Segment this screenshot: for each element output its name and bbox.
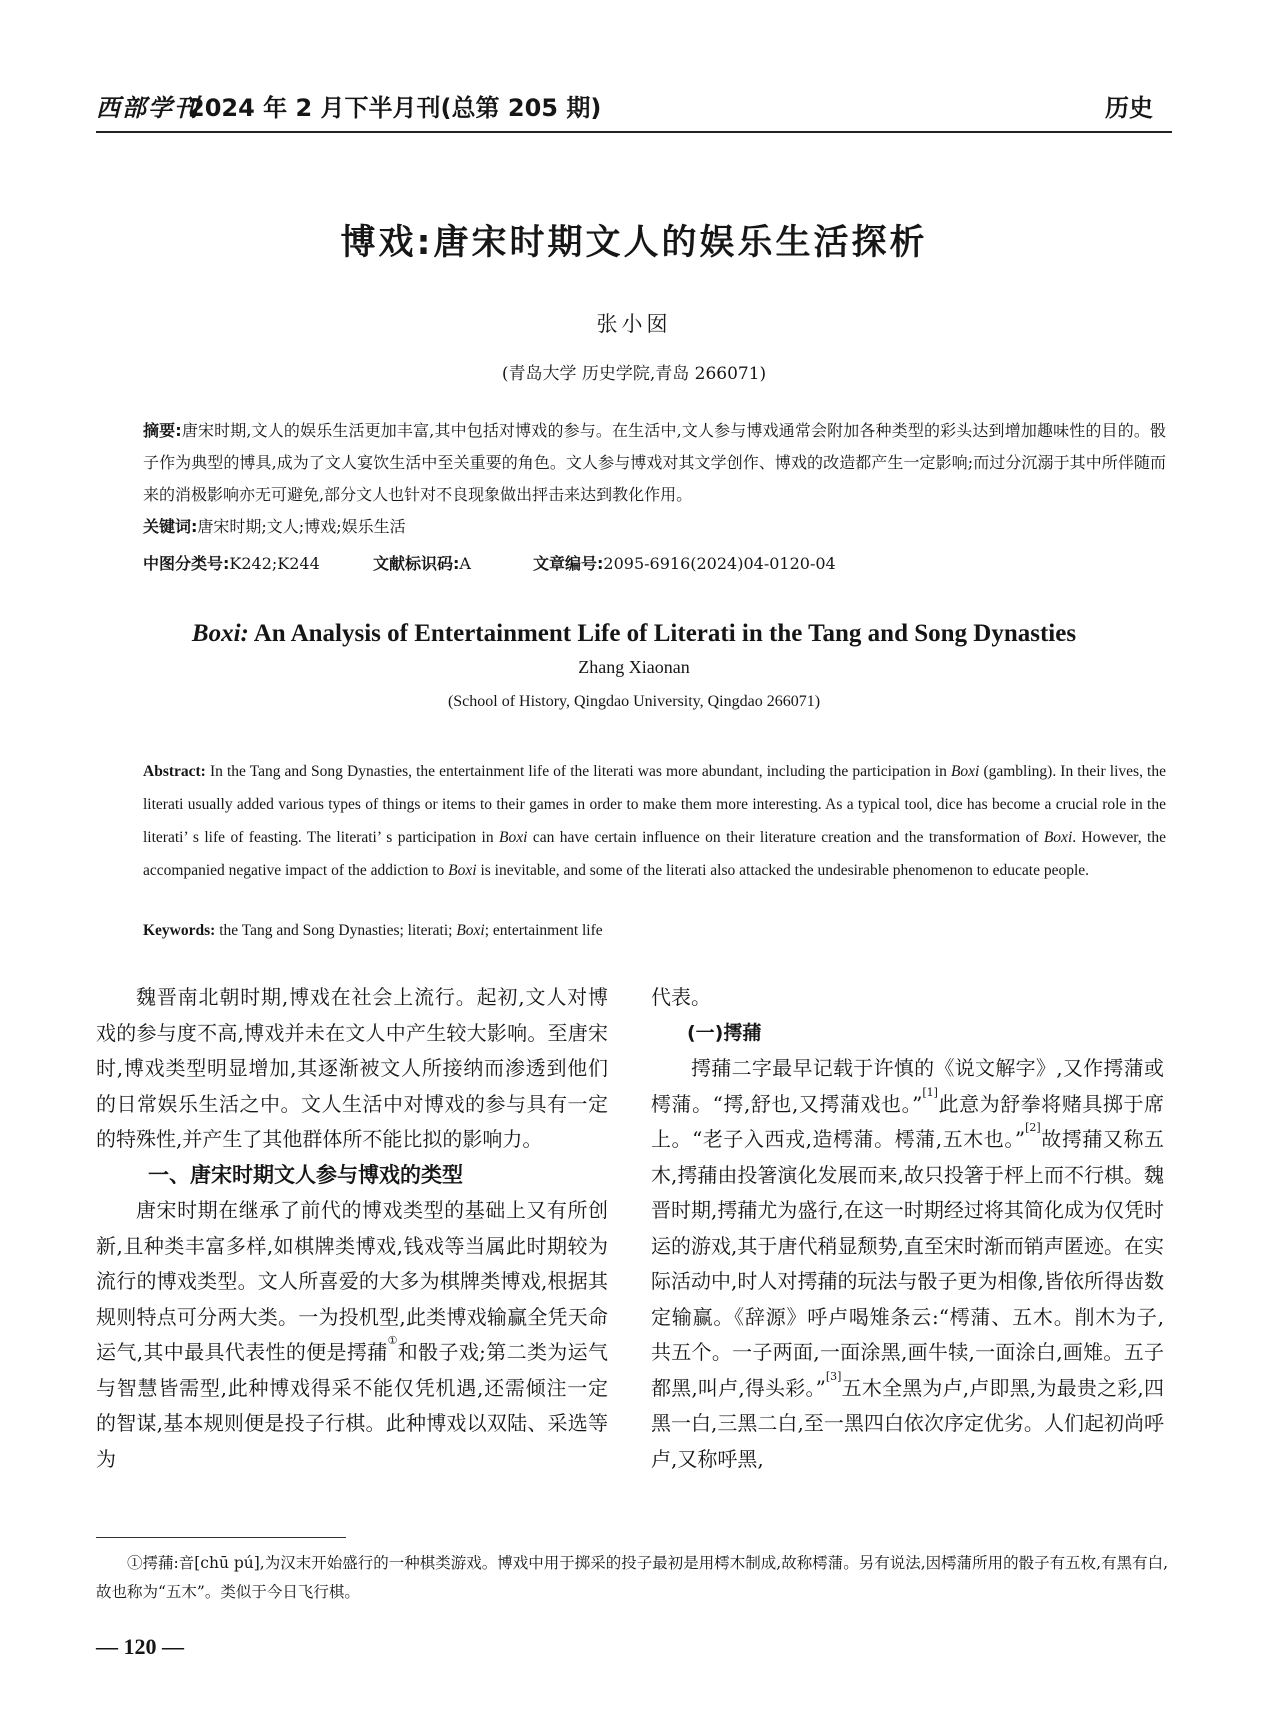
english-abstract-text: . However, the accompanied negative impact of the addiction to [143, 829, 1166, 879]
class-value: K242;K244 [229, 554, 320, 573]
article-title: 博戏:唐宋时期文人的娱乐生活探析 [340, 223, 928, 263]
body-text: 和骰子戏;第二类为运气与智慧皆需型,此种博戏得采不能仅凭机遇,还需倾注一定的智谋,基本规则便是投子行棋。此种博戏以双陆、采选等为 [96, 1340, 608, 1471]
footnote: ①摴蒱:音[chū pú],为汉末开始盛行的一种棋类游戏。博戏中用于掷采的投子最初是用樗木制成,故称樗蒲。另有说法,因樗蒲所用的骰子有五枚,有黑有白,故也称为“五木”。类似于今日飞行棋。 [96, 1554, 1168, 1601]
english-abstract-text: is inevitable, and some of the literati also attacked the undesirable phenomenon to educate people. [476, 862, 1090, 879]
doc-code-value: A [459, 554, 471, 573]
english-title-rest: An Analysis of Entertainment Life of Literati in the Tang and Song Dynasties [248, 620, 1077, 647]
citation-ref: [1] [922, 1085, 938, 1099]
abstract-label: 摘要: [143, 421, 182, 440]
keywords-label: 关键词: [143, 517, 198, 536]
article-no-value: 2095-6916(2024)04-0120-04 [603, 554, 836, 573]
body-column-left [96, 980, 608, 1477]
journal-logo: 西部学刊 [96, 93, 200, 122]
body-paragraph [96, 1193, 608, 1477]
body-text: 摴蒱二字最早记载于许慎的《说文解字》,又作摴蒲或樗蒲。“摴,舒也,又摴蒲戏也。” [651, 1056, 1164, 1116]
english-abstract-text: In the Tang and Song Dynasties, the entertainment life of the literati was more abundant, including the participation in [205, 763, 951, 780]
citation-ref: [2] [1025, 1121, 1041, 1134]
boxi-term: Boxi [950, 763, 980, 780]
article-affiliation: (青岛大学 历史学院,青岛 266071) [501, 364, 767, 384]
keywords-text: 唐宋时期;文人;博戏;娱乐生活 [197, 517, 406, 536]
english-title [0, 620, 1268, 648]
english-abstract-label: Abstract: [143, 763, 206, 780]
body-text: 故摴蒱又称五木,摴蒱由投箸演化发展而来,故只投箸于枰上而不行棋。魏晋时期,摴蒱尤为盛行,在这一时期经过将其简化成为仅凭时运的游戏,其于唐代稍显颓势,直至宋时渐而销声匿迹。在实际活动中,时人对摴蒱的玩法与骰子更为相像,皆依所得齿数定输赢。《辞源》呼卢喝雉条云:“樗蒲、五木。削木为子,共五个。一子两面,一面涂黑,画牛犊,一面涂白,画雉。五子都黑,叫卢,得头彩。” [651, 1127, 1165, 1400]
page-number: — 120 — [96, 1634, 184, 1659]
body-paragraph: 代表。 [651, 985, 711, 1009]
footnote-rule [96, 1537, 346, 1538]
english-title-italic: Boxi: [191, 620, 249, 647]
section-heading: 一、唐宋时期文人参与博戏的类型 [148, 1162, 463, 1187]
body-text: 此意为舒拳将赌具掷于席上。“老子入西戎,造樗蒲。樗蒲,五木也。” [651, 1091, 1165, 1151]
english-abstract-text: (gambling). In their lives, the literati usually added various types of things or items to their games in order to make them more interesting. As a typical tool, dice has become a crucial role in the literati’ s life of feasting. The literati’ s participation in [143, 763, 1166, 846]
boxi-term: Boxi [456, 922, 485, 939]
boxi-term: Boxi [448, 862, 477, 879]
english-affiliation: (School of History, Qingdao University, Qingdao 266071) [447, 693, 821, 710]
issue-info: 2024 年 2 月下半月刊(总第 205 期) [188, 94, 602, 122]
class-label: 中图分类号: [143, 554, 230, 573]
abstract-text: 唐宋时期,文人的娱乐生活更加丰富,其中包括对博戏的参与。在生活中,文人参与博戏通常会附加各种类型的彩头达到增加趣味性的目的。骰子作为典型的博具,成为了文人宴饮生活中至关重要的角色。文人参与博戏对其文学创作、博戏的改造都产生一定影响;而过分沉溺于其中所伴随而来的消极影响亦无可避免,部分文人也针对不良现象做出抨击来达到教化作用。 [143, 421, 1166, 504]
header-rule [96, 131, 1172, 133]
body-column-right [651, 980, 1164, 1477]
subsection-heading: (一)摴蒱 [687, 1021, 762, 1044]
english-abstract-text: can have certain influence on their literature creation and the transformation of [527, 829, 1044, 846]
chinese-abstract [143, 415, 1166, 511]
english-abstract [143, 755, 1166, 887]
article-author: 张小囡 [596, 312, 672, 336]
english-keywords-label: Keywords: [143, 922, 216, 939]
article-no-label: 文章编号: [533, 554, 604, 573]
doc-code-label: 文献标识码: [373, 554, 460, 573]
body-paragraph: 魏晋南北朝时期,博戏在社会上流行。起初,文人对博戏的参与度不高,博戏并未在文人中产生较大影响。至唐宋时,博戏类型明显增加,其逐渐被文人所接纳而渗透到他们的日常娱乐生活之中。文人生活中对博戏的参与具有一定的特殊性,并产生了其他群体所不能比拟的影响力。 [96, 985, 608, 1151]
body-paragraph [651, 1051, 1164, 1477]
section-name: 历史 [1105, 94, 1153, 122]
english-keywords-text: the Tang and Song Dynasties; literati; [215, 922, 457, 939]
boxi-term: Boxi [499, 829, 528, 846]
body-text: 唐宋时期在继承了前代的博戏类型的基础上又有所创新,且种类丰富多样,如棋牌类博戏,钱戏等当属此时期较为流行的博戏类型。文人所喜爱的大多为棋牌类博戏,根据其规则特点可分两大类。一为投机型,此类博戏输赢全凭天命运气,其中最具代表性的便是摴蒱 [96, 1198, 608, 1364]
body-text: 五木全黑为卢,卢即黑,为最贵之彩,四黑一白,三黑二白,至一黑四白依次序定优劣。人们起初尚呼卢,又称呼黑, [651, 1375, 1164, 1471]
english-keywords-text: ; entertainment life [484, 922, 603, 939]
chinese-keywords [143, 511, 1166, 543]
boxi-term: Boxi [1043, 829, 1073, 846]
citation-ref: [3] [825, 1369, 842, 1383]
footnote-marker: ① [387, 1334, 398, 1347]
english-author: Zhang Xiaonan [578, 657, 690, 677]
classification-line [143, 548, 1166, 580]
english-keywords [143, 914, 1166, 947]
